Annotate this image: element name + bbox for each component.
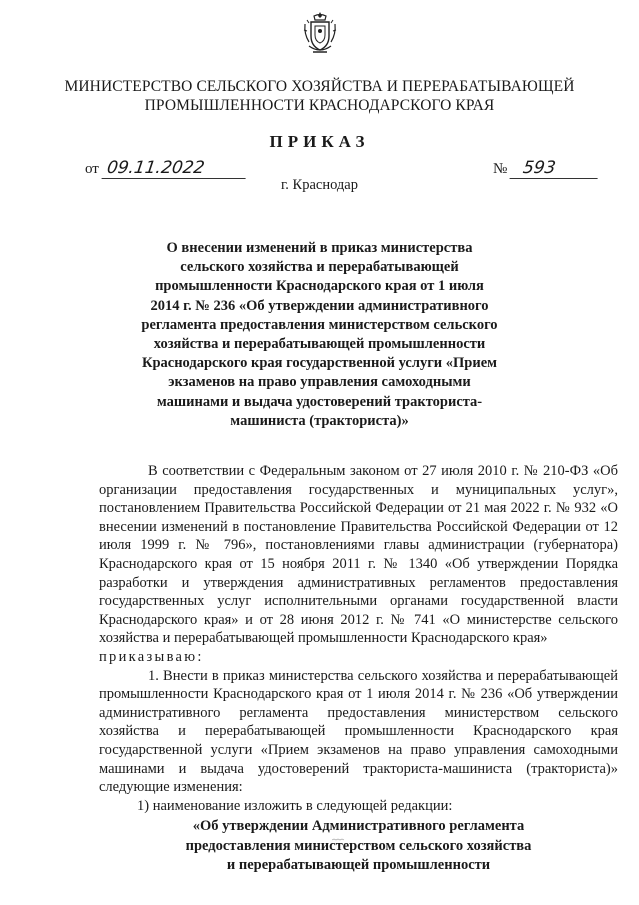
order-body xyxy=(99,462,618,876)
subitem-1: 1) наименование изложить в следующей редакции: xyxy=(137,797,453,814)
quote-line-2: предоставления министерством сельского хозяйства xyxy=(185,837,532,854)
order-subject: О внесении изменений в приказ министерства сельского хозяйства и перерабатывающей промышленности Краснодарского края от 1 июля 2014 г. № 236 «Об утверждении административного регламента предоставления министерством сельского хозяйства и перерабатывающей промышленности Краснодарского края государственной услуги «Прием экзаменов на право управления самоходными машинами и выдача удостоверений тракториста-машиниста (тракториста)» xyxy=(141,240,498,429)
date-prefix: от xyxy=(85,161,99,177)
order-word: приказываю: xyxy=(99,648,204,665)
ministry-name xyxy=(40,77,599,115)
preamble-paragraph: В соответствии с Федеральным законом от 27 июля 2010 г. № 210-ФЗ «Об организации предоставления государственных и муниципальных услуг», постановлением Правительства Российской Федерации от 21 мая 2022 г. № 932 «О внесении изменений в постановление Правительства Российской Федерации от 12 июля 1999 г. № 796», постановлениями главы администрации (губернатора) Краснодарского края от 15 ноября 2011 г. № 1340 «Об утверждении Порядка разработки и утверждения административных регламентов предоставления государственных услуг исполнительными органами государственной власти Краснодарского края» и от 28 июня 2012 г. № 741 «О министерстве сельского хозяйства и перерабатывающей промышленности Краснодарского края» xyxy=(99,463,618,647)
scan-mark xyxy=(331,838,347,841)
ministry-line-2: ПРОМЫШЛЕННОСТИ КРАСНОДАРСКОГО КРАЯ xyxy=(144,97,495,114)
quote-line-1: «Об утверждении Административного регламента xyxy=(192,818,525,835)
coat-of-arms-icon xyxy=(303,10,337,58)
ministry-line-1: МИНИСТЕРСТВО СЕЛЬСКОГО ХОЗЯЙСТВА И ПЕРЕРАБАТЫВАЮЩЕЙ xyxy=(64,78,575,95)
date-field xyxy=(85,158,247,179)
new-title-quote xyxy=(99,817,618,876)
item-1: 1. Внести в приказ министерства сельского хозяйства и перерабатывающей промышленности Краснодарского края от 1 июля 2014 г. № 236 «Об утверждении административного регламента предоставления министерством сельского хозяйства и перерабатывающей промышленности Краснодарского края государственной услуги «Прием экзаменов на право управления самоходными машинами и выдача удостоверений тракториста-машиниста (тракториста)» следующие изменения: xyxy=(99,667,618,796)
number-prefix: № xyxy=(493,161,508,177)
number-field xyxy=(493,158,599,179)
number-value: 593 xyxy=(510,158,601,179)
date-value: 09.11.2022 xyxy=(101,158,248,179)
document-type: ПРИКАЗ xyxy=(269,132,370,151)
quote-line-3: и перерабатывающей промышленности xyxy=(226,857,491,874)
city: г. Краснодар xyxy=(280,177,358,193)
